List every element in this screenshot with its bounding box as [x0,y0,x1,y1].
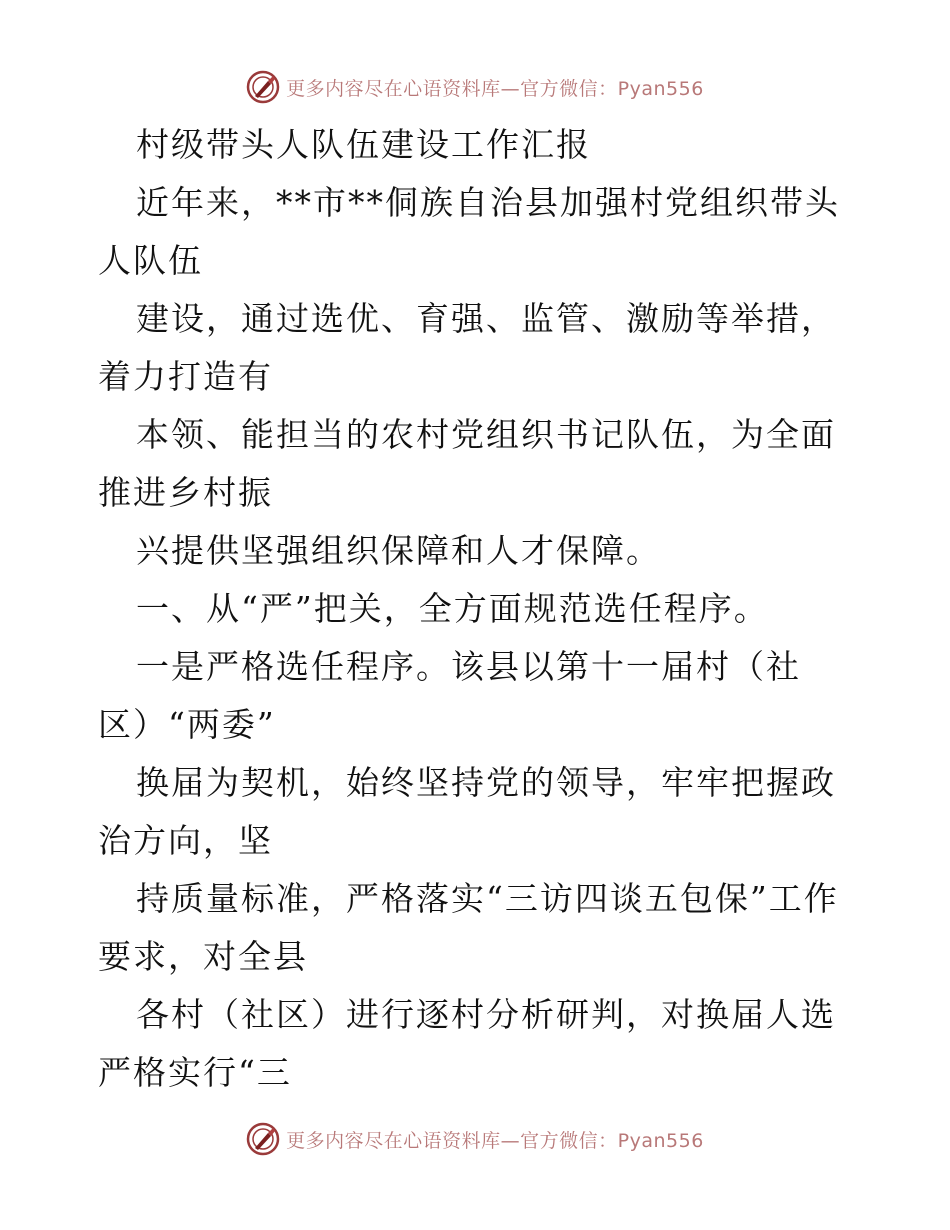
paragraph: 一是严格选任程序。该县以第十一届村（社区）“两委” [98,647,801,744]
document-body [98,116,858,1102]
pen-logo-icon [246,1122,280,1156]
paragraph: 近年来，**市**侗族自治县加强村党组织带头人队伍 [98,183,840,280]
paragraph: 持质量标准，严格落实“三访四谈五包保”工作要求，对全县 [98,879,839,976]
paragraph: 兴提供坚强组织保障和人才保障。 [136,531,661,570]
watermark-text: 更多内容尽在心语资料库—官方微信：Pyan556 [286,1129,704,1152]
paragraph: 建设，通过选优、育强、监管、激励等举措，着力打造有 [98,299,836,396]
document-title: 村级带头人队伍建设工作汇报 [136,125,591,164]
pen-logo-icon [246,70,280,104]
footer-watermark [0,1122,950,1156]
paragraph: 各村（社区）进行逐村分析研判，对换届人选严格实行“三 [98,995,836,1092]
paragraph: 换届为契机，始终坚持党的领导，牢牢把握政治方向，坚 [98,763,836,860]
header-watermark [0,70,950,104]
paragraph: 本领、能担当的农村党组织书记队伍，为全面推进乡村振 [98,415,836,512]
watermark-text: 更多内容尽在心语资料库—官方微信：Pyan556 [286,77,704,100]
section-heading: 一、从“严”把关，全方面规范选任程序。 [136,589,769,628]
